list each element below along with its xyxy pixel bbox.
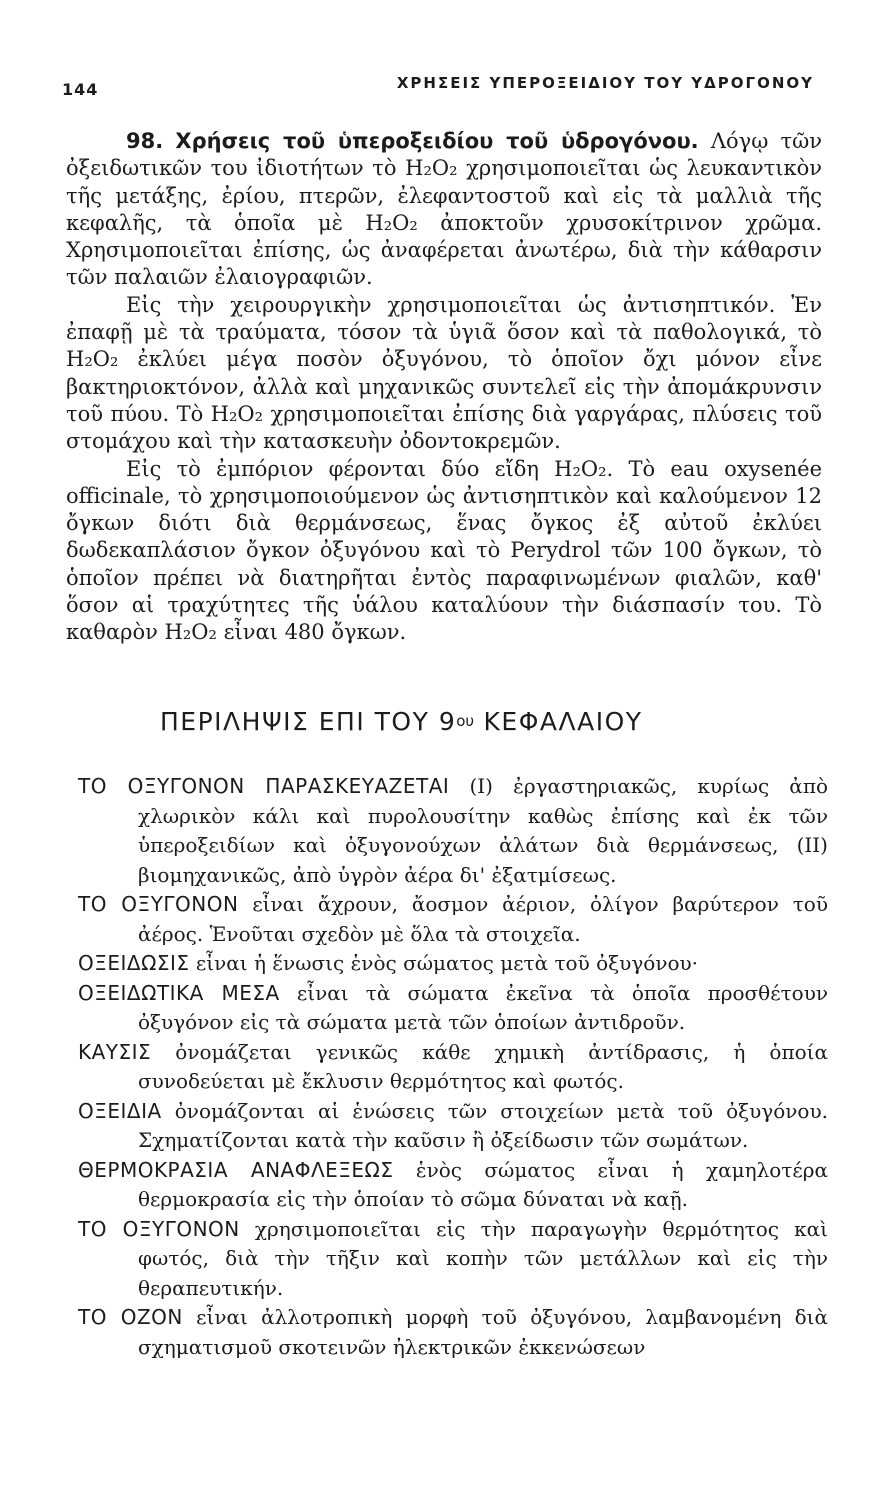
summary-text: εἶναι ἀλλοτροπικὴ μορφὴ τοῦ ὀξυγόνου, λαμβανομένη διὰ σχηματισμοῦ σκοτεινῶν ἠλεκτρικῶν ἐκκενώσεων bbox=[138, 1305, 828, 1359]
summary-text: ἑνὸς σώματος εἶναι ἡ χαμηλοτέρα θερμοκρασία εἰς τὴν ὁποίαν τὸ σῶμα δύναται νὰ καῇ. bbox=[138, 1157, 828, 1211]
summary-text: (Ι) ἐργαστηριακῶς, κυρίως ἀπὸ χλωρικὸν κάλι καὶ πυρολουσίτην καθὼς ἐπίσης καὶ ἐκ τῶν ὑπεροξειδίων καὶ ὀξυγονούχων ἀλάτων διὰ θερμάνσεως, (ΙΙ) βιομηχανικῶς, ἀπὸ ὑγρὸν ἀέρα δι' ἐξατμίσεως. bbox=[138, 774, 828, 887]
section-98 bbox=[66, 128, 822, 647]
summary-text: ὀνομάζεται γενικῶς κάθε χημικὴ ἀντίδρασις, ἡ ὁποία συνοδεύεται μὲ ἔκλυσιν θερμότητος καὶ φωτός. bbox=[138, 1039, 828, 1093]
running-head: ΧΡΗΣΕΙΣ ΥΠΕΡΟΞΕΙΔΙΟΥ ΤΟΥ ΥΔΡΟΓΟΝΟΥ bbox=[396, 74, 814, 92]
summary-entry bbox=[78, 1097, 828, 1156]
summary-entry bbox=[78, 1038, 828, 1097]
page-header bbox=[62, 74, 814, 106]
summary-text: χρησιμοποιεῖται εἰς τὴν παραγωγὴν θερμότητος καὶ φωτός, διὰ τὴν τῆξιν καὶ κοπὴν τῶν μετάλλων καὶ εἰς τὴν θεραπευτικήν. bbox=[138, 1216, 828, 1300]
summary-entry bbox=[78, 1215, 828, 1304]
summary-list bbox=[78, 772, 828, 1362]
summary-entry bbox=[78, 890, 828, 949]
summary-term: ΘΕΡΜΟΚΡΑΣΙΑ ΑΝΑΦΛΕΞΕΩΣ bbox=[78, 1157, 394, 1182]
summary-entry bbox=[78, 949, 828, 979]
summary-heading-sup: ου bbox=[456, 712, 475, 730]
section-paragraph-3: Εἰς τὸ ἐμπόριον φέρονται δύο εἴδη H₂O₂. Τὸ eau oxysenée officinale, τὸ χρησιμοποιούμενον ὡς ἀντισηπτικὸν καὶ καλούμενον 12 ὄγκων διότι διὰ θερμάνσεως, ἕνας ὄγκος ἐξ αὐτοῦ ἐκλύει δωδεκαπλάσιον ὄγκον ὀξυγόνου καὶ τὸ Perydrol τῶν 100 ὄγκων, τὸ ὁποῖον πρέπει νὰ διατηρῆται ἐντὸς παραφινωμένων φιαλῶν, καθ' ὅσον αἱ τραχύτητες τῆς ὑάλου καταλύουν τὴν διάσπασίν του. Τὸ καθαρὸν H₂O₂ εἶναι 480 ὄγκων. bbox=[66, 456, 822, 645]
summary-heading bbox=[160, 707, 760, 736]
summary-term: ΟΞΕΙΔΩΤΙΚΑ ΜΕΣΑ bbox=[78, 980, 280, 1005]
summary-term: ΤΟ ΟΞΥΓΟΝΟΝ bbox=[78, 1216, 240, 1241]
section-paragraph-2: Εἰς τὴν χειρουργικὴν χρησιμοποιεῖται ὡς ἀντισηπτικόν. Ἐν ἐπαφῇ μὲ τὰ τραύματα, τόσον τὰ ὑγιᾶ ὅσον καὶ τὰ παθολογικά, τὸ H₂O₂ ἐκλύει μέγα ποσὸν ὀξυγόνου, τὸ ὁποῖον ὄχι μόνον εἶνε βακτηριοκτόνον, ἀλλὰ καὶ μηχανικῶς συντελεῖ εἰς τὴν ἀπομάκρυνσιν τοῦ πύου. Τὸ H₂O₂ χρησιμοποιεῖται ἐπίσης διὰ γαργάρας, πλύσεις τοῦ στομάχου καὶ τὴν κατασκευὴν ὀδοντοκρεμῶν. bbox=[66, 292, 822, 454]
section-paragraph-1-text: Λόγῳ τῶν ὀξειδωτικῶν του ἰδιοτήτων τὸ H₂O₂ χρησιμοποιεῖται ὡς λευκαντικὸν τῆς μετάξης, ἐρίου, πτερῶν, ἐλεφαντοστοῦ καὶ εἰς τὰ μαλλιὰ τῆς κεφαλῆς, τὰ ὁποῖα μὲ H₂O₂ ἀποκτοῦν χρυσοκίτρινον χρῶμα. Χρησιμοποιεῖται ἐπίσης, ὡς ἀναφέρεται ἀνωτέρω, διὰ τὴν κάθαρσιν τῶν παλαιῶν ἐλαιογραφιῶν. bbox=[66, 129, 822, 290]
summary-heading-suffix: ΚΕΦΑΛΑΙΟΥ bbox=[474, 707, 643, 736]
page-number: 144 bbox=[62, 80, 99, 99]
summary-text: εἶναι ἡ ἕνωσις ἑνὸς σώματος μετὰ τοῦ ὀξυγόνου· bbox=[189, 951, 699, 975]
section-number: 98. bbox=[126, 129, 164, 153]
summary-text: ὀνομάζονται αἱ ἑνώσεις τῶν στοιχείων μετὰ τοῦ ὀξυγόνου. Σχηματίζονται κατὰ τὴν καῦσιν ἢ ὀξείδωσιν τῶν σωμάτων. bbox=[138, 1098, 828, 1152]
summary-entry bbox=[78, 1303, 828, 1362]
summary-heading-prefix: ΠΕΡΙΛΗΨΙΣ ΕΠΙ ΤΟΥ 9 bbox=[160, 707, 457, 736]
section-title: Χρήσεις τοῦ ὑπεροξειδίου τοῦ ὑδρογόνου. bbox=[175, 129, 699, 153]
summary-term: ΤΟ ΟΞΥΓΟΝΟΝ ΠΑΡΑΣΚΕΥΑΖΕΤΑΙ bbox=[78, 774, 450, 798]
summary-entry bbox=[78, 772, 828, 890]
summary-text: εἶναι ἄχρουν, ἄοσμον ἀέριον, ὀλίγον βαρύτερον τοῦ ἀέρος. Ἑνοῦται σχεδὸν μὲ ὅλα τὰ στοιχεῖα. bbox=[138, 892, 828, 946]
summary-text: εἶναι τὰ σώματα ἐκεῖνα τὰ ὁποῖα προσθέτουν ὀξυγόνον εἰς τὰ σώματα μετὰ τῶν ὁποίων ἀντιδροῦν. bbox=[138, 980, 829, 1034]
summary-entry bbox=[78, 979, 828, 1038]
summary-term: ΟΞΕΙΔΩΣΙΣ bbox=[78, 951, 190, 975]
summary-term: ΟΞΕΙΔΙΑ bbox=[78, 1098, 162, 1123]
summary-entry bbox=[78, 1156, 828, 1215]
summary-term: ΚΑΥΣΙΣ bbox=[78, 1039, 152, 1064]
summary-term: ΤΟ ΟΖΟΝ bbox=[78, 1305, 183, 1329]
summary-term: ΤΟ ΟΞΥΓΟΝΟΝ bbox=[78, 892, 239, 916]
section-paragraph-1 bbox=[66, 128, 822, 292]
